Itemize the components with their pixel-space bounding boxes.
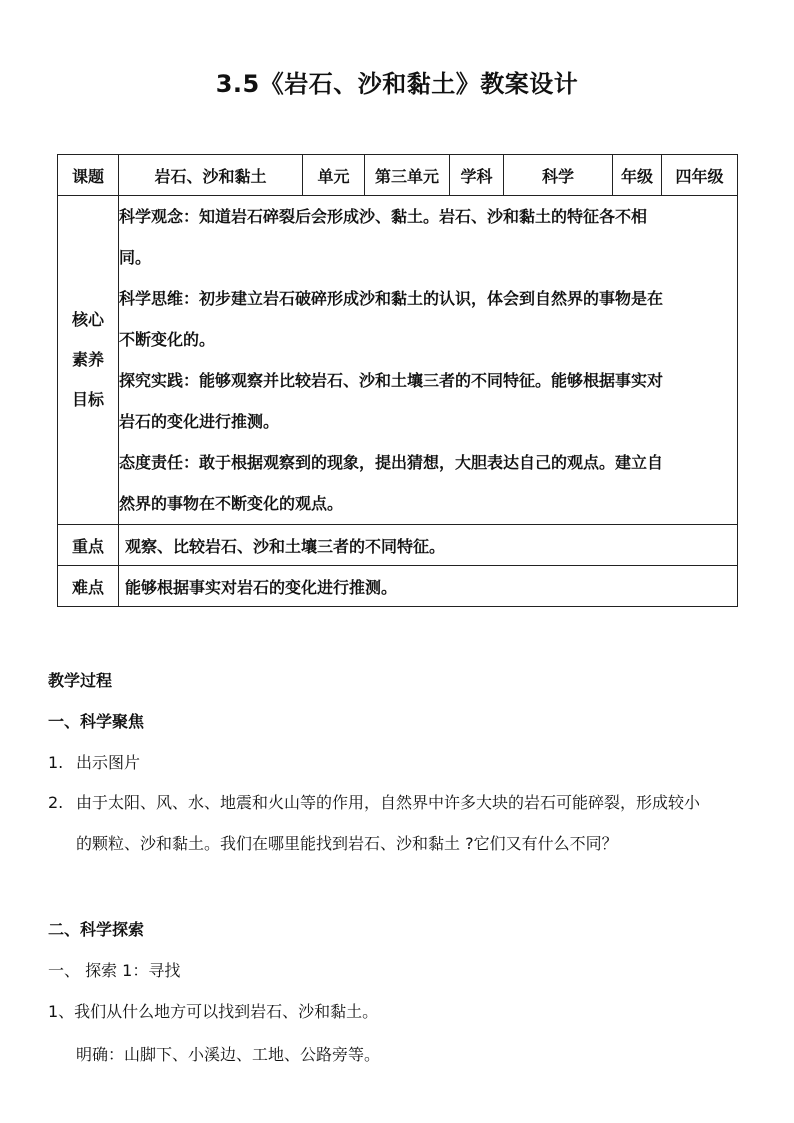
- subject-label: 学科: [450, 155, 504, 196]
- answer-text: 明确：山脚下、小溪边、工地、公路旁等。: [76, 1045, 381, 1064]
- list-item-number: 1.: [48, 753, 64, 772]
- core-goal-line: 科学观念：知道岩石碎裂后会形成沙、黏土。岩石、沙和黏土的特征各不相: [119, 207, 648, 226]
- core-label-line: 目标: [71, 390, 104, 409]
- core-goal-line: 然界的事物在不断变化的观点。: [119, 494, 344, 513]
- difficulty-value: 能够根据事实对岩石的变化进行推测。: [119, 566, 738, 607]
- core-goal-line: 科学思维：初步建立岩石破碎形成沙和黏土的认识，体会到自然界的事物是在: [119, 289, 664, 308]
- key-point-label: 重点: [58, 525, 119, 566]
- topic-value: 岩石、沙和黏土: [119, 155, 303, 196]
- grade-label: 年级: [613, 155, 662, 196]
- core-label-line: 核心: [71, 310, 104, 329]
- topic-label: 课题: [58, 155, 119, 196]
- table-row: [58, 566, 738, 607]
- grade-value: 四年级: [662, 155, 738, 196]
- table-row: [58, 525, 738, 566]
- list-item: [48, 782, 748, 864]
- unit-value: 第三单元: [365, 155, 450, 196]
- core-goal-line: 态度责任：敢于根据观察到的现象，提出猜想，大胆表达自己的观点。建立自: [119, 453, 664, 472]
- unit-label: 单元: [303, 155, 365, 196]
- list-item-number: 2.: [48, 793, 64, 812]
- key-point-value: 观察、比较岩石、沙和土壤三者的不同特征。: [119, 525, 738, 566]
- table-row: [58, 196, 738, 525]
- subject-value: 科学: [504, 155, 613, 196]
- lesson-info-table: [57, 154, 738, 607]
- section-focus-heading: 一、科学聚焦: [48, 712, 145, 731]
- core-goals-content: [119, 196, 738, 525]
- core-goal-line: 不断变化的。: [119, 330, 216, 349]
- core-goal-line: 岩石的变化进行推测。: [119, 412, 280, 431]
- list-item-text: 的颗粒、沙和黏土。我们在哪里能找到岩石、沙和黏土 ?它们又有什么不同？: [76, 834, 618, 853]
- list-item: [48, 750, 140, 773]
- difficulty-label: 难点: [58, 566, 119, 607]
- core-goals-label: [58, 196, 119, 525]
- explore-subheading: 一、 探索 1：寻找: [48, 961, 181, 980]
- section-explore-heading: 二、科学探索: [48, 920, 145, 939]
- core-goal-line: 同。: [119, 248, 152, 267]
- core-goal-line: 探究实践：能够观察并比较岩石、沙和土壤三者的不同特征。能够根据事实对: [119, 371, 664, 390]
- question-text: 1、我们从什么地方可以找到岩石、沙和黏土。: [48, 1002, 379, 1021]
- list-item-text: 由于太阳、风、水、地震和火山等的作用，自然界中许多大块的岩石可能碎裂，形成较小: [76, 793, 701, 812]
- process-heading: 教学过程: [48, 671, 113, 690]
- list-item-text: 出示图片: [76, 753, 141, 772]
- table-row: [58, 155, 738, 196]
- page-title: 3.5《岩石、沙和黏土》教案设计: [215, 70, 579, 98]
- core-label-line: 素养: [71, 350, 104, 369]
